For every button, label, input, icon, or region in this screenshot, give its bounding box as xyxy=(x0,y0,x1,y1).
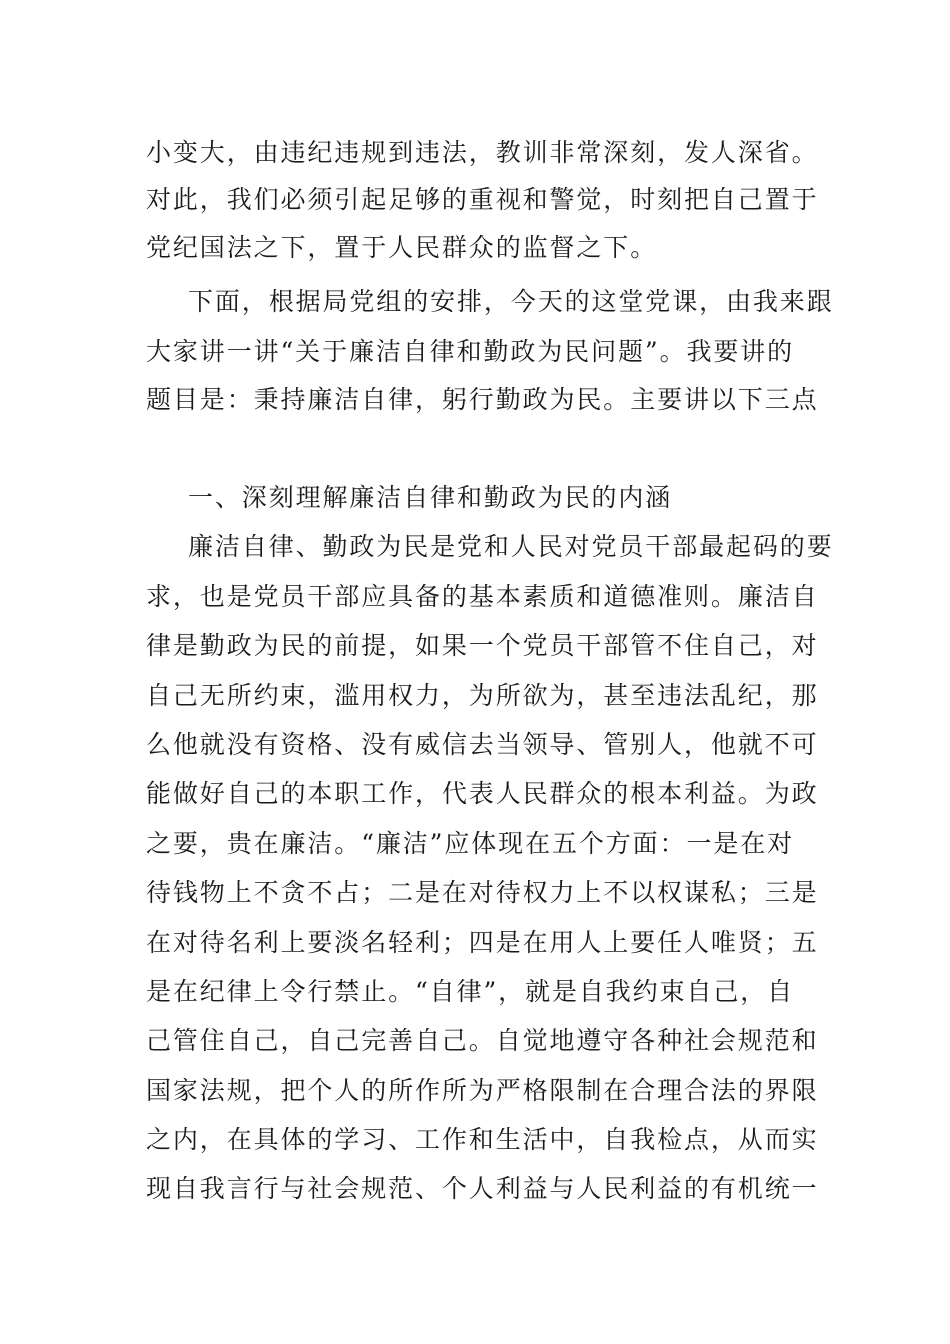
paragraph-3-line-12: 国家法规，把个人的所作所为严格限制在合理合法的界限 xyxy=(146,1076,819,1105)
paragraph-3-line-10: 是在纪律上令行禁止。“自律”，就是自我约束自己，自 xyxy=(146,977,795,1006)
paragraph-3-line-7: 之要，贵在廉洁。“廉洁”应体现在五个方面：一是在对 xyxy=(146,829,795,858)
paragraph-3-line-9: 在对待名利上要淡名轻利；四是在用人上要任人唯贤；五 xyxy=(146,928,819,957)
paragraph-3-line-1: 廉洁自律、勤政为民是党和人民对党员干部最起码的要 xyxy=(188,532,834,561)
paragraph-3-line-14: 现自我言行与社会规范、个人利益与人民利益的有机统一 xyxy=(146,1174,819,1203)
paragraph-3-line-11: 己管住自己，自己完善自己。自觉地遵守各种社会规范和 xyxy=(146,1026,819,1055)
paragraph-3-line-6: 能做好自己的本职工作，代表人民群众的根本利益。为政 xyxy=(146,779,819,808)
paragraph-3-line-2: 求，也是党员干部应具备的基本素质和道德准则。廉洁自 xyxy=(146,582,819,611)
paragraph-2-line-2: 大家讲一讲“关于廉洁自律和勤政为民问题”。我要讲的 xyxy=(146,337,795,366)
paragraph-3-line-8: 待钱物上不贪不占；二是在对待权力上不以权谋私；三是 xyxy=(146,878,819,907)
paragraph-2-line-3: 题目是：秉持廉洁自律，躬行勤政为民。主要讲以下三点 xyxy=(146,385,819,414)
paragraph-1-line-2: 对此，我们必须引起足够的重视和警觉，时刻把自己置于 xyxy=(146,185,819,214)
section-heading: 一、深刻理解廉洁自律和勤政为民的内涵 xyxy=(188,483,673,512)
paragraph-3-line-13: 之内，在具体的学习、工作和生活中，自我检点，从而实 xyxy=(146,1125,819,1154)
paragraph-2-line-1: 下面，根据局党组的安排，今天的这堂党课，由我来跟 xyxy=(188,287,834,316)
paragraph-3-line-3: 律是勤政为民的前提，如果一个党员干部管不住自己，对 xyxy=(146,631,819,660)
paragraph-1-line-1: 小变大，由违纪违规到违法，教训非常深刻，发人深省。 xyxy=(146,138,819,167)
paragraph-3-line-4: 自己无所约束，滥用权力，为所欲为，甚至违法乱纪，那 xyxy=(146,681,819,710)
paragraph-3-line-5: 么他就没有资格、没有威信去当领导、管别人，他就不可 xyxy=(146,730,819,759)
paragraph-1-line-3: 党纪国法之下，置于人民群众的监督之下。 xyxy=(146,233,658,262)
